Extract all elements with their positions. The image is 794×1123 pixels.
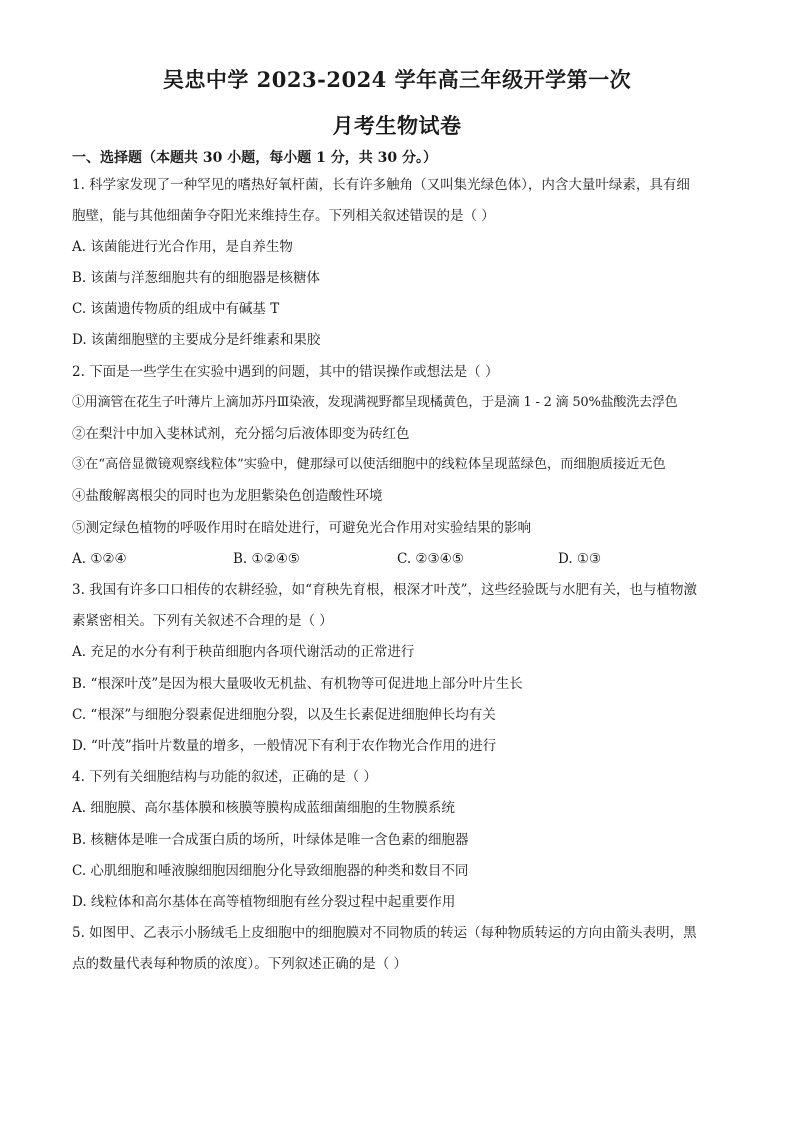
option-c: C. ②③④⑤ bbox=[397, 551, 464, 567]
text-line: A. 充足的水分有利于秧苗细胞内各项代谢活动的正常进行 bbox=[72, 644, 415, 660]
text-line: B. 该菌与洋葱细胞共有的细胞器是核糖体 bbox=[72, 270, 321, 286]
text-line: ①用滴管在花生子叶薄片上滴加苏丹Ⅲ染液，发现满视野都呈现橘黄色，于是滴 1 - 2 滴 50%盐酸洗去浮色 bbox=[72, 395, 678, 410]
text-line: ⑤测定绿色植物的呼吸作用时在暗处进行，可避免光合作用对实验结果的影响 bbox=[72, 520, 531, 536]
text-line: ④盐酸解离根尖的同时也为龙胆紫染色创造酸性环境 bbox=[72, 488, 383, 504]
text-line: 5. 如图甲、乙表示小肠绒毛上皮细胞中的细胞膜对不同物质的转运（每种物质转运的方向由箭头表明，黑 bbox=[72, 925, 697, 941]
text-line: B. 核糖体是唯一合成蛋白质的场所，叶绿体是唯一含色素的细胞器 bbox=[72, 832, 469, 848]
text-line: C. “根深”与细胞分裂素促进细胞分裂，以及生长素促进细胞伸长均有关 bbox=[72, 707, 496, 723]
text-line: C. 该菌遗传物质的组成中有碱基 T bbox=[72, 301, 280, 317]
section-heading: 一、选择题（本题共 30 小题，每小题 1 分，共 30 分。） bbox=[72, 150, 437, 166]
page-title: 吴忠中学 2023-2024 学年高三年级开学第一次 bbox=[162, 67, 632, 92]
text-line: 素紧密相关。下列有关叙述不合理的是（ ） bbox=[72, 613, 333, 629]
text-line: A. 该菌能进行光合作用，是自养生物 bbox=[72, 239, 293, 255]
text-line: D. 线粒体和高尔基体在高等植物细胞有丝分裂过程中起重要作用 bbox=[72, 894, 456, 910]
text-line: 点的数量代表每种物质的浓度）。下列叙述正确的是（ ） bbox=[72, 956, 408, 972]
text-line: 2. 下面是一些学生在实验中遇到的问题，其中的错误操作或想法是（ ） bbox=[72, 364, 499, 380]
text-line: 4. 下列有关细胞结构与功能的叙述，正确的是（ ） bbox=[72, 769, 377, 785]
page-subtitle: 月考生物试卷 bbox=[332, 113, 462, 138]
text-line: A. 细胞膜、高尔基体膜和核膜等膜构成蓝细菌细胞的生物膜系统 bbox=[72, 800, 455, 816]
option-a: A. ①②④ bbox=[72, 551, 127, 567]
text-line: 1. 科学家发现了一种罕见的嗜热好氧杆菌，长有许多触角（又叫集光绿色体），内含大量叶绿素，具有细 bbox=[72, 177, 690, 193]
option-d: D. ①③ bbox=[558, 551, 602, 567]
text-line: B. “根深叶茂”是因为根大量吸收无机盐、有机物等可促进地上部分叶片生长 bbox=[72, 676, 523, 692]
text-line: D. “叶茂”指叶片数量的增多，一般情况下有利于农作物光合作用的进行 bbox=[72, 738, 497, 754]
text-line: C. 心肌细胞和唾液腺细胞因细胞分化导致细胞器的种类和数目不同 bbox=[72, 863, 469, 879]
text-line: ③在“高倍显微镜观察线粒体”实验中，健那绿可以使活细胞中的线粒体呈现蓝绿色，而细胞质接近无色 bbox=[72, 457, 666, 472]
text-line: ②在梨汁中加入斐林试剂，充分摇匀后液体即变为砖红色 bbox=[72, 426, 410, 442]
text-line: D. 该菌细胞壁的主要成分是纤维素和果胶 bbox=[72, 332, 321, 348]
option-b: B. ①②④⑤ bbox=[233, 551, 300, 567]
text-line: 3. 我国有许多口口相传的农耕经验，如“育秧先育根，根深才叶茂”，这些经验既与水肥有关，也与植物激 bbox=[72, 582, 697, 598]
text-line: 胞壁，能与其他细菌争夺阳光来维持生存。下列相关叙述错误的是（ ） bbox=[72, 208, 495, 224]
